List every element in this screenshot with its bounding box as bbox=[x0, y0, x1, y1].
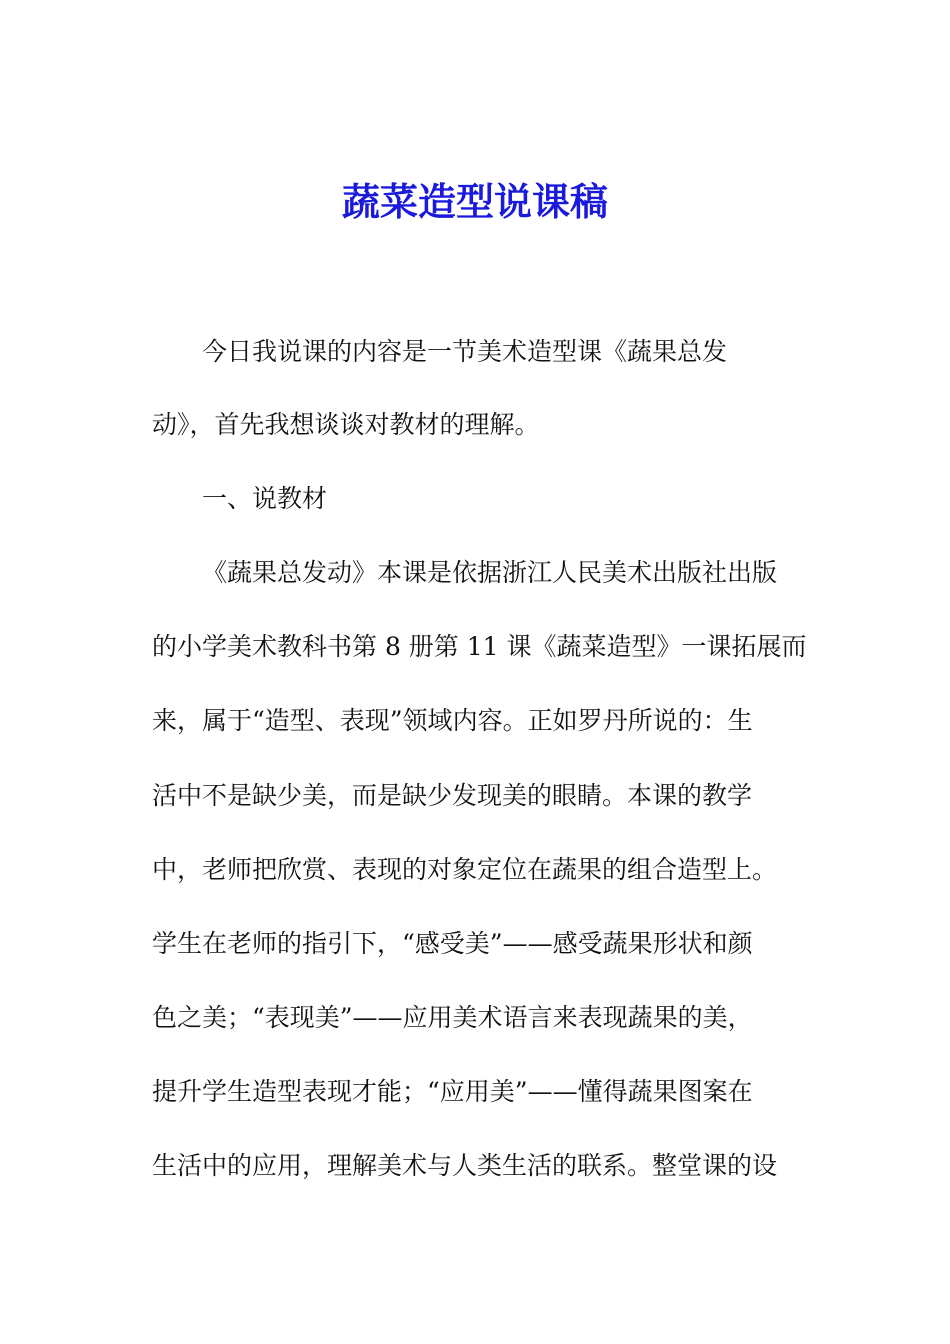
paragraph-line: 动》，首先我想谈谈对教材的理解。 bbox=[152, 410, 540, 439]
section-heading: 一、说教材 bbox=[202, 484, 328, 513]
paragraph-line: 的小学美术教科书第 8 册第 11 课《蔬菜造型》一课拓展而 bbox=[152, 632, 807, 661]
paragraph-line: 生活中的应用，理解美术与人类生活的联系。整堂课的设 bbox=[152, 1151, 778, 1180]
paragraph-line: 提升学生造型表现才能；“应用美”——懂得蔬果图案在 bbox=[152, 1077, 753, 1106]
document-title: 蔬菜造型说课稿 bbox=[341, 179, 608, 224]
paragraph-line: 今日我说课的内容是一节美术造型课《蔬果总发 bbox=[202, 337, 728, 366]
paragraph-line: 来，属于“造型、表现”领域内容。正如罗丹所说的：生 bbox=[152, 706, 753, 735]
paragraph-line: 《蔬果总发动》本课是依据浙江人民美术出版社出版 bbox=[202, 558, 778, 587]
paragraph-line: 中，老师把欣赏、表现的对象定位在蔬果的组合造型上。 bbox=[152, 855, 778, 884]
paragraph-line: 学生在老师的指引下，“感受美”——感受蔬果形状和颜 bbox=[152, 929, 753, 958]
paragraph-line: 色之美；“表现美”——应用美术语言来表现蔬果的美， bbox=[152, 1003, 753, 1032]
paragraph-line: 活中不是缺少美，而是缺少发现美的眼睛。本课的教学 bbox=[152, 781, 753, 810]
